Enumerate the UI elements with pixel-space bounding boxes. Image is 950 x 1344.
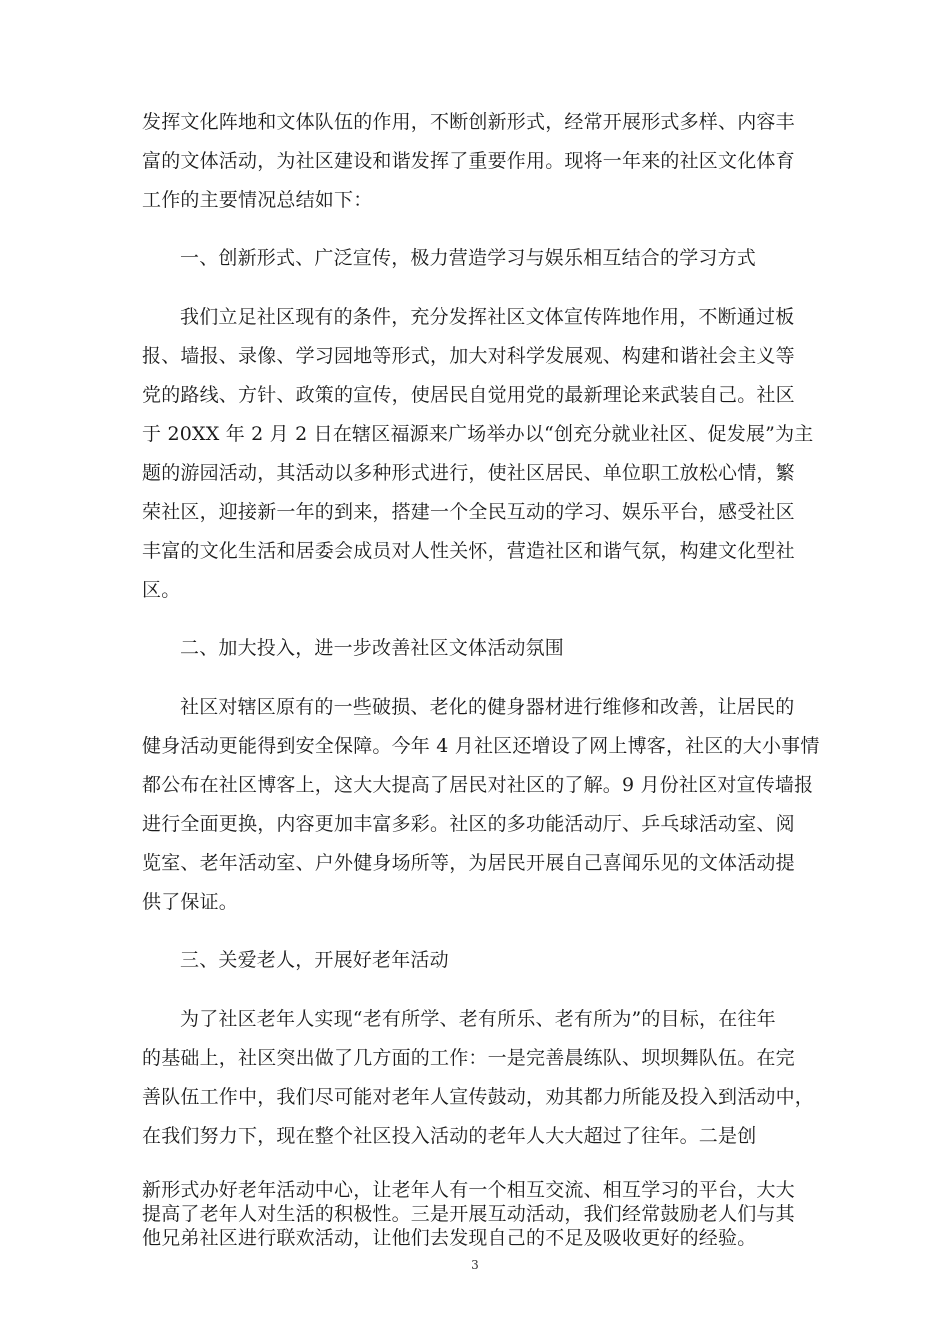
text-line: 进行全面更换，内容更加丰富多彩。社区的多功能活动厅、乒乓球活动室、阅 [142,813,795,835]
text-line: 览室、老年活动室、户外健身场所等，为居民开展自己喜闻乐见的文体活动提 [142,852,795,874]
text-line: 为了社区老年人实现“老有所学、老有所乐、老有所为”的目标，在往年 [180,1008,776,1030]
text-line: 我们立足社区现有的条件，充分发挥社区文体宣传阵地作用，不断通过板 [180,306,795,328]
text-line: 富的文体活动，为社区建设和谐发挥了重要作用。现将一年来的社区文化体育 [142,150,795,172]
text-line: 的基础上，社区突出做了几方面的工作：一是完善晨练队、坝坝舞队伍。在完 [142,1047,795,1069]
text-line: 党的路线、方针、政策的宣传，使居民自觉用党的最新理论来武装自己。社区 [142,384,795,406]
text-line: 健身活动更能得到安全保障。今年 4 月社区还增设了网上博客，社区的大小事情 [142,735,820,757]
text-line: 题的游园活动，其活动以多种形式进行，使社区居民、单位职工放松心情，繁 [142,462,795,484]
section-heading: 二、加大投入，进一步改善社区文体活动氛围 [180,637,565,659]
section-heading: 三、关爱老人，开展好老年活动 [180,949,449,971]
text-line: 他兄弟社区进行联欢活动，让他们去发现自己的不足及吸收更好的经验。 [142,1227,757,1249]
text-line: 供了保证。 [142,891,239,913]
text-line: 发挥文化阵地和文体队伍的作用，不断创新形式，经常开展形式多样、内容丰 [142,111,795,133]
text-line: 于 20XX 年 2 月 2 日在辖区福源来广场举办以“创充分就业社区、促发展”为主 [142,423,814,445]
section-heading: 一、创新形式、广泛宣传，极力营造学习与娱乐相互结合的学习方式 [180,247,757,269]
text-line: 社区对辖区原有的一些破损、老化的健身器材进行维修和改善，让居民的 [180,696,795,718]
text-line: 丰富的文化生活和居委会成员对人性关怀，营造社区和谐气氛，构建文化型社 [142,540,795,562]
text-line: 都公布在社区博客上，这大大提高了居民对社区的了解。9 月份社区对宣传墙报 [142,774,814,796]
text-line: 提高了老年人对生活的积极性。三是开展互动活动，我们经常鼓励老人们与其 [142,1203,795,1225]
text-line: 荣社区，迎接新一年的到来，搭建一个全民互动的学习、娱乐平台，感受社区 [142,501,795,523]
text-line: 善队伍工作中，我们尽可能对老年人宣传鼓动，劝其都力所能及投入到活动中， [142,1086,815,1108]
text-line: 工作的主要情况总结如下： [142,189,373,211]
text-line: 新形式办好老年活动中心，让老年人有一个相互交流、相互学习的平台，大大 [142,1179,795,1201]
text-line: 报、墙报、录像、学习园地等形式，加大对科学发展观、构建和谐社会主义等 [142,345,795,367]
text-line: 在我们努力下，现在整个社区投入活动的老年人大大超过了往年。二是创 [142,1125,757,1147]
page-number: 3 [471,1258,479,1272]
text-line: 区。 [142,579,181,601]
